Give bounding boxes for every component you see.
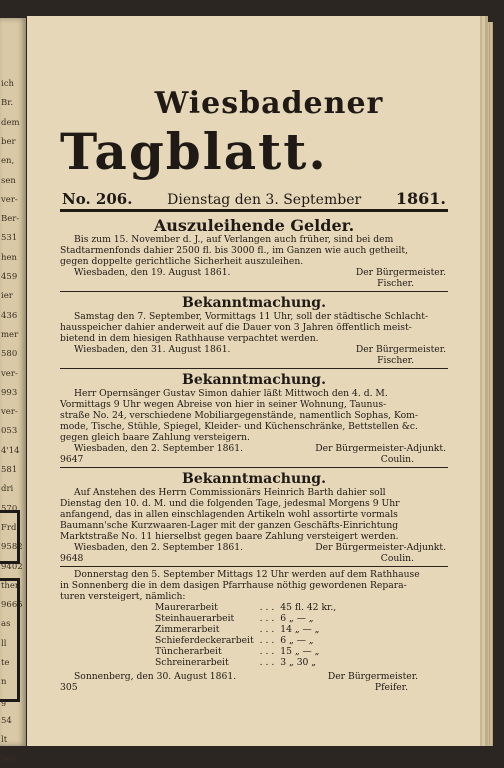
signature: Pfeifer. <box>374 682 408 693</box>
work-item-name: Maurerarbeit <box>155 602 218 613</box>
final-notice <box>60 569 448 693</box>
newspaper-page <box>27 16 480 746</box>
place-date: Wiesbaden, den 19. August 1861. <box>74 267 231 278</box>
notice-footer-2 <box>60 553 448 564</box>
signature: Fischer. <box>377 355 414 366</box>
leader-dots: . . . <box>259 624 275 635</box>
left-page-edge <box>0 18 26 765</box>
left-page-fragment: ver- <box>1 407 18 418</box>
left-page-fragment: 053 <box>1 426 18 437</box>
leader-dots: . . . <box>259 602 275 613</box>
divider <box>60 566 448 567</box>
left-page-fragment: 570 <box>1 503 18 514</box>
notice-footer <box>60 542 448 553</box>
left-page-fragment: hen <box>1 252 17 263</box>
work-item-amount: 3 „ 30 „ <box>280 657 317 668</box>
work-item-row <box>152 613 339 624</box>
notice-footer <box>60 671 448 682</box>
left-page-fragment: dri <box>1 484 14 495</box>
notice-line: bietend in dem hiesigen Rathhause verpachtet werden. <box>60 333 319 344</box>
left-page-fragment: then <box>1 580 21 591</box>
notice-line: Donnerstag den 5. September Mittags 12 Uhr werden auf dem Rathhause <box>74 569 420 580</box>
left-page-bracket <box>0 510 20 564</box>
notice-line: anfangend, das in allen einschlagenden Artikeln wohl assortirte vormals <box>60 509 398 520</box>
work-item-name: Schreinerarbeit <box>155 657 229 668</box>
work-item-amount: 45 fl. 42 kr., <box>280 602 337 613</box>
left-page-fragment: 4'14 <box>1 445 20 456</box>
notice-line: Marktstraße No. 11 hierselbst gegen baare Zahlung versteigert werden. <box>60 531 399 542</box>
left-page-fragment: 436 <box>1 310 18 321</box>
signer-role: Der Bürgermeister. <box>327 671 418 682</box>
place-date: Wiesbaden, den 2. September 1861. <box>74 542 244 553</box>
notice-footer <box>60 267 448 278</box>
left-page-fragment: ver- <box>1 194 18 205</box>
notice-number: 305 <box>60 682 78 693</box>
leader-dots: . . . <box>259 657 275 668</box>
leader-dots: . . . <box>259 613 275 624</box>
left-page-fragment: as <box>1 619 11 630</box>
notice-number: 9647 <box>60 454 84 465</box>
left-page-fragment: 993 <box>1 387 18 398</box>
notice <box>60 467 448 564</box>
notice-line: Auf Anstehen des Herrn Commissionärs Heinrich Barth dahier soll <box>74 487 386 498</box>
notice <box>60 368 448 465</box>
notice-heading: Bekanntmachung. <box>182 295 326 311</box>
issue-date: Dienstag den 3. September <box>167 192 362 208</box>
notice-line: Dienstag den 10. d. M. und die folgenden Tage, jedesmal Morgens 9 Uhr <box>60 498 400 509</box>
left-page-fragment: 9402 <box>1 561 23 572</box>
masthead-city: Wiesbadener <box>154 86 384 121</box>
divider <box>60 368 448 369</box>
notice-line: Stadtarmenfonds dahier 2500 fl. bis 3000 fl., im Ganzen wie auch getheilt, <box>60 245 409 256</box>
notice-line: mode, Tische, Stühle, Spiegel, Kleider- und Küchenschränke, Bettstellen &c. <box>60 421 418 432</box>
work-item-amount: 6 „ — „ <box>280 613 314 624</box>
notice-heading: Auszuleihende Gelder. <box>153 216 355 235</box>
left-page-fragment: en, <box>1 156 15 167</box>
notice <box>60 291 448 366</box>
masthead-title: Tagblatt. <box>60 122 328 181</box>
signer-role: Der Bürgermeister-Adjunkt. <box>315 542 446 553</box>
work-item-row <box>152 657 339 668</box>
left-page-fragment: mer <box>1 329 19 340</box>
leader-dots: . . . <box>259 646 275 657</box>
left-page-fragment: ich <box>1 79 14 89</box>
left-page-fragment: ber <box>1 136 16 147</box>
notice-line: turen versteigert, nämlich: <box>60 591 186 602</box>
divider <box>60 467 448 468</box>
left-page-fragment: 531 <box>1 233 18 244</box>
notice-footer-2 <box>60 454 448 465</box>
left-page-fragment: 580 <box>1 349 18 360</box>
work-item-row <box>152 635 339 646</box>
left-page-fragment: Frd <box>1 522 17 533</box>
work-item-amount: 6 „ — „ <box>280 635 314 646</box>
notice-line: Vormittags 9 Uhr wegen Abreise von hier in seiner Wohnung, Taunus- <box>60 399 387 410</box>
notice-line: hausspeicher dahier anderweit auf die Dauer von 3 Jahren öffentlich meist- <box>60 322 412 333</box>
left-page-fragment: te <box>1 658 10 668</box>
masthead-rule <box>60 209 448 212</box>
left-page-fragment: ver- <box>1 368 18 379</box>
work-item-amount: 15 „ — „ <box>280 646 320 657</box>
notice-footer-2 <box>60 355 448 366</box>
signer-role: Der Bürgermeister. <box>355 344 446 355</box>
notice-line: Herr Opernsänger Gustav Simon dahier läßt Mittwoch den 4. d. M. <box>74 388 388 399</box>
left-page-fragment: ll <box>1 638 7 649</box>
signature: Fischer. <box>377 278 414 289</box>
signature: Coulin. <box>380 454 414 465</box>
work-item-amount: 14 „ — „ <box>280 624 320 635</box>
notice-footer-2 <box>60 278 448 289</box>
divider <box>60 291 448 292</box>
place-date: Sonnenberg, den 30. August 1861. <box>74 671 237 682</box>
work-item-row <box>152 646 339 657</box>
left-page-fragment: Br. <box>1 98 14 109</box>
notice-line: Bis zum 15. November d. J., auf Verlangen auch früher, sind bei dem <box>74 234 394 245</box>
notice-line: Samstag den 7. September, Vormittags 11 Uhr, soll der städtische Schlacht- <box>74 311 429 322</box>
notice-line: in Sonnenberg die in dem dasigen Pfarrhause nöthig gewordenen Repara- <box>60 580 407 591</box>
page-edge-stack <box>481 22 493 746</box>
work-item-name: Zimmerarbeit <box>155 624 220 635</box>
issue-number: No. 206. <box>62 190 133 208</box>
left-page-fragment: 966 <box>1 754 18 765</box>
left-page-fragment: lt <box>1 735 8 746</box>
left-page-fragment: 581 <box>1 465 18 475</box>
work-item-name: Tüncherarbeit <box>155 646 222 657</box>
notice-line: Baumann'sche Kurzwaaren-Lager mit der ganzen Geschäfts-Einrichtung <box>60 520 399 531</box>
signature: Coulin. <box>380 553 414 564</box>
notice-footer-2 <box>60 682 448 693</box>
notice-line: gegen doppelte gerichtliche Sicherheit auszuleihen. <box>60 256 304 267</box>
leader-dots: . . . <box>259 635 275 646</box>
work-item-row <box>152 624 339 635</box>
place-date: Wiesbaden, den 31. August 1861. <box>74 344 231 355</box>
notice <box>60 218 448 289</box>
left-page-fragment: Ber- <box>1 214 20 225</box>
left-page-fragment: dem <box>1 117 20 128</box>
dateline <box>60 189 448 208</box>
work-items-table <box>152 602 339 668</box>
work-item-row <box>152 602 339 613</box>
left-page-fragment: g <box>1 696 7 707</box>
notice-footer <box>60 344 448 355</box>
place-date: Wiesbaden, den 2. September 1861. <box>74 443 244 454</box>
signer-role: Der Bürgermeister-Adjunkt. <box>315 443 446 454</box>
left-page-fragment: 9582 <box>1 542 23 553</box>
signer-role: Der Bürgermeister. <box>355 267 446 278</box>
notice-heading: Bekanntmachung. <box>182 471 326 487</box>
notices <box>60 218 448 564</box>
issue-year: 1861. <box>395 189 446 208</box>
left-page-fragment: sen <box>1 175 16 186</box>
notice-line: gegen gleich baare Zahlung versteigern. <box>60 432 250 443</box>
left-page-fragment: 459 <box>1 272 18 282</box>
left-page-fragment: n <box>1 677 7 688</box>
notice-footer <box>60 443 448 454</box>
left-page-fragment: 9665 <box>1 600 23 611</box>
work-item-name: Steinhauerarbeit <box>155 613 235 624</box>
notice-heading: Bekanntmachung. <box>182 372 326 388</box>
notice-number: 9648 <box>60 553 84 564</box>
left-page-fragment: ier <box>1 291 13 302</box>
left-page-fragment: 54 <box>1 715 12 726</box>
notice-line: straße No. 24, verschiedene Mobiliargegenstände, namentlich Sophas, Kom- <box>60 410 418 421</box>
work-item-name: Schieferdeckerarbeit <box>155 635 254 646</box>
page-content <box>60 86 448 693</box>
left-page-bracket <box>0 578 20 702</box>
